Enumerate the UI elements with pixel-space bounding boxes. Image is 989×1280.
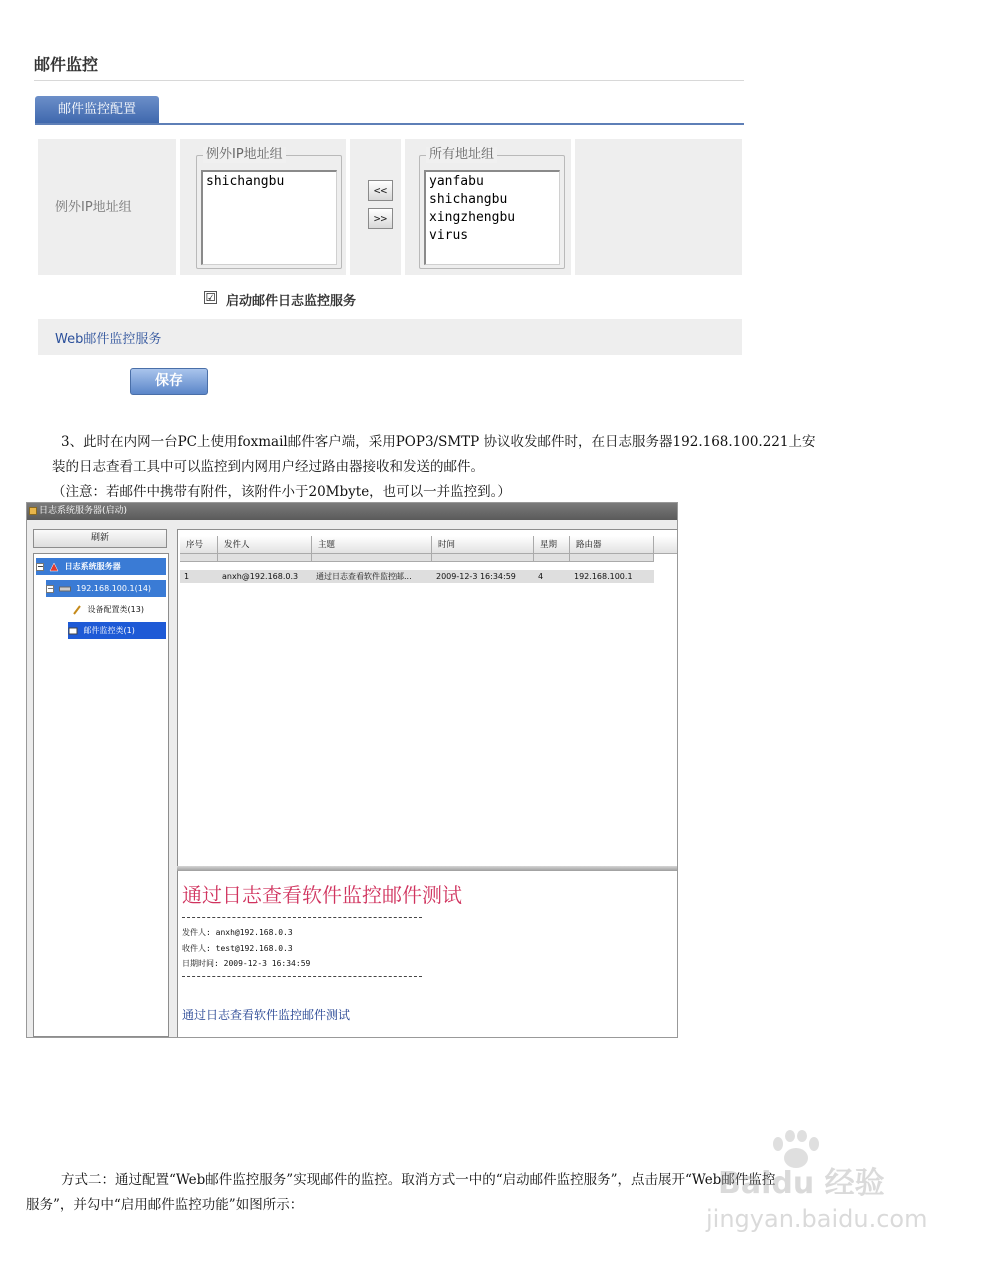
divider [182,976,422,977]
app-icon [29,507,37,515]
list-item[interactable]: xingzhengbu [429,210,516,225]
column-subheader [218,554,312,562]
list-item[interactable]: virus [429,228,469,243]
web-mail-monitor-link[interactable]: Web邮件监控服务 [55,332,162,347]
exception-group-legend: 例外IP地址组 [203,147,286,163]
save-button[interactable]: 保存 [130,368,208,395]
tree-node-root[interactable] [36,558,166,575]
enable-log-monitor-label: 启动邮件日志监控服务 [226,294,357,309]
page-title: 邮件监控 [34,55,99,74]
preview-from: 发件人: anxh@192.168.0.3 [182,928,293,937]
collapse-icon[interactable]: − [37,561,44,571]
table-cell[interactable]: 2009-12-3 16:34:59 [432,570,534,583]
exception-ip-row [38,139,742,275]
server-icon [49,562,59,572]
table-cell[interactable]: 192.168.100.1 [570,570,654,583]
mail-icon [68,626,78,636]
column-subheader [312,554,432,562]
collapse-icon[interactable]: − [47,583,54,593]
cell-separator [346,139,350,275]
all-groups-listbox[interactable] [424,170,560,265]
config-icon [72,605,82,615]
exception-ip-label: 例外IP地址组 [55,200,132,215]
list-item[interactable]: shichangbu [206,174,285,189]
column-subheader [180,554,218,562]
column-header[interactable]: 星期 [534,536,570,554]
paragraph-line: 装的日志查看工具中可以监控到内网用户经过路由器接收和发送的邮件。 [52,459,484,475]
window-titlebar [27,503,677,520]
column-header[interactable]: 时间 [432,536,534,554]
tab-mail-monitor-config[interactable]: 邮件监控配置 [35,96,159,123]
column-subheader [432,554,534,562]
paragraph-line: （注意：若邮件中携带有附件，该附件小于20Mbyte，也可以一并监控到。） [52,484,511,500]
window-title: 日志系统服务器(启动) [39,506,128,516]
table-cell[interactable]: 通过日志查看软件监控邮... [312,570,432,583]
tree-node-device[interactable] [46,580,166,597]
tab-underline [35,123,744,125]
cell-separator [571,139,575,275]
exception-group-listbox[interactable] [201,170,337,265]
preview-date: 日期时间: 2009-12-3 16:34:59 [182,959,311,968]
watermark-logo: Baidu 经验 [718,1166,885,1201]
column-subheader [570,554,654,562]
watermark-url: jingyan.baidu.com [706,1205,928,1233]
title-divider [34,80,744,81]
preview-body: 通过日志查看软件监控邮件测试 [182,1008,351,1022]
cell-separator [401,139,405,275]
tree-node-mail-monitor[interactable] [68,622,166,639]
preview-to: 收件人: test@192.168.0.3 [182,944,293,953]
tree-node-label: 设备配置类(13) [87,605,144,614]
router-icon [59,585,71,593]
table-cell[interactable]: 4 [534,570,570,583]
move-left-button[interactable]: << [368,180,393,201]
column-header[interactable]: 路由器 [570,536,654,554]
column-header[interactable]: 发件人 [218,536,312,554]
column-header[interactable]: 序号 [180,536,218,554]
enable-log-monitor-checkbox[interactable]: ☑ [205,291,216,304]
move-right-button[interactable]: >> [368,208,393,229]
refresh-button[interactable]: 刷新 [33,529,167,548]
log-table [177,529,678,866]
table-cell[interactable]: anxh@192.168.0.3 [218,570,312,583]
tree-node-label: 日志系统服务器 [64,562,121,571]
paragraph-line: 3、此时在内网一台PC上使用foxmail邮件客户端，采用POP3/SMTP 协议收发邮件时，在日志服务器192.168.100.221上安 [61,434,816,450]
paragraph-line: 服务”，并勾中“启用邮件监控功能”如图所示： [26,1197,304,1213]
all-groups-legend: 所有地址组 [426,147,497,163]
tree-node-device-config[interactable] [72,601,144,618]
log-viewer-window [26,502,678,1038]
column-header[interactable]: 主题 [312,536,432,554]
list-item[interactable]: yanfabu [429,174,484,189]
mail-preview [177,871,678,1038]
cell-separator [176,139,180,275]
list-item[interactable]: shichangbu [429,192,508,207]
tree-node-label: 192.168.100.1(14) [76,584,152,593]
column-subheader [534,554,570,562]
tree-node-label: 邮件监控类(1) [83,626,135,635]
divider [182,917,422,918]
column-header-filler [654,536,678,554]
table-cell[interactable]: 1 [180,570,218,583]
paragraph-line: 方式二：通过配置“Web邮件监控服务”实现邮件的监控。取消方式一中的“启动邮件监控服务”，点击展开“Web邮件监控 [61,1172,776,1188]
server-tree [33,553,169,1037]
preview-subject: 通过日志查看软件监控邮件测试 [182,883,462,907]
